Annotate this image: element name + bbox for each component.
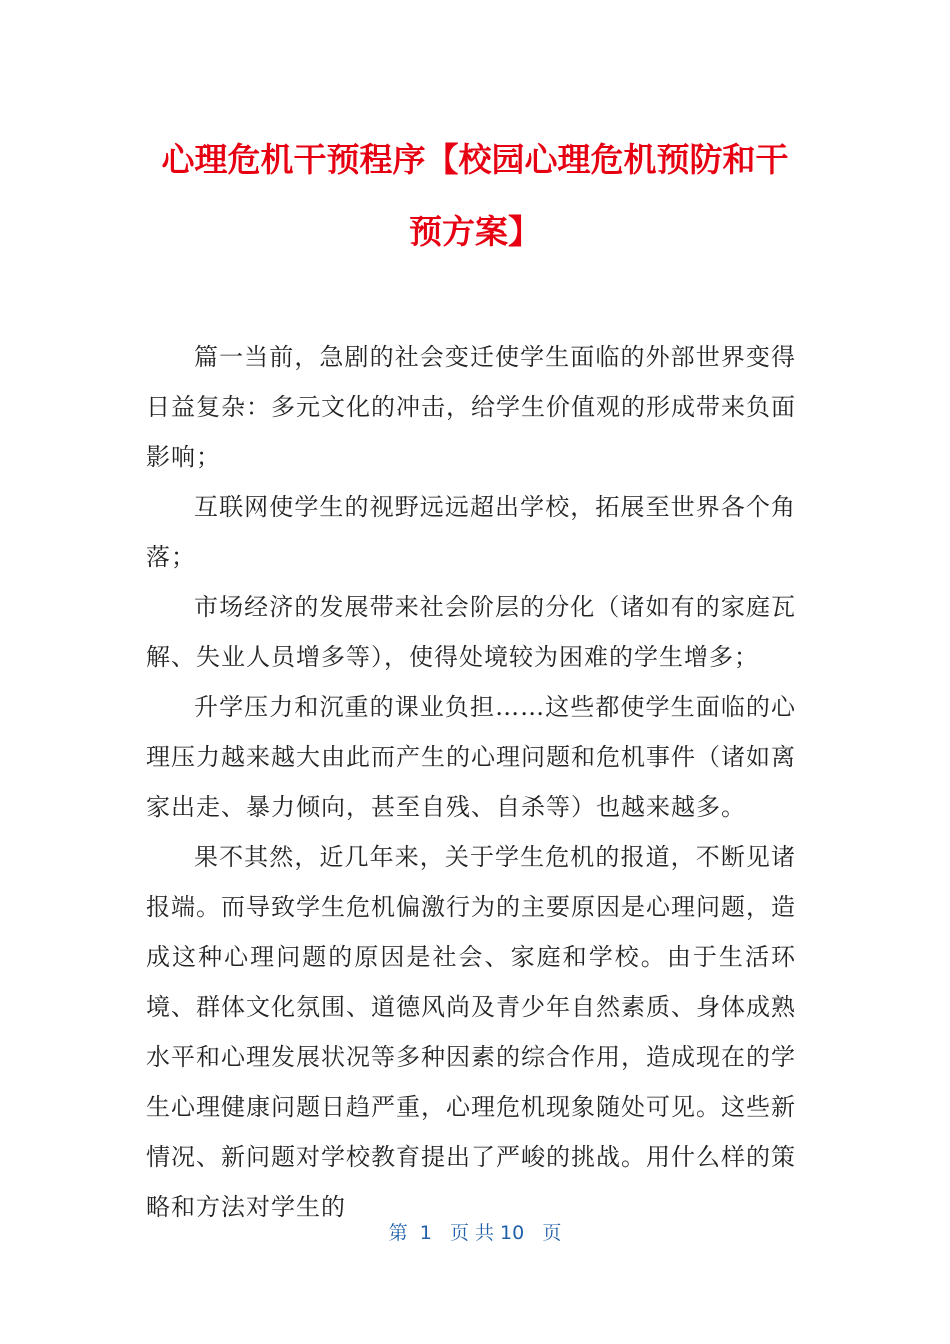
document-body bbox=[146, 332, 796, 1232]
paragraph-1: 篇一当前，急剧的社会变迁使学生面临的外部世界变得日益复杂：多元文化的冲击，给学生价值观的形成带来负面影响； bbox=[146, 343, 796, 471]
paragraph-4: 升学压力和沉重的课业负担……这些都使学生面临的心理压力越来越大由此而产生的心理问题和危机事件（诸如离家出走、暴力倾向，甚至自残、自杀等）也越来越多。 bbox=[146, 693, 796, 821]
page-number-footer: 第 1 页 共 10 页 bbox=[388, 1222, 562, 1244]
document-title-line-1: 心理危机干预程序【校园心理危机预防和干 bbox=[161, 140, 789, 179]
document-title-line-2: 预方案】 bbox=[409, 212, 541, 251]
paragraph-2: 互联网使学生的视野远远超出学校，拓展至世界各个角落； bbox=[146, 493, 796, 571]
paragraph-3: 市场经济的发展带来社会阶层的分化（诸如有的家庭瓦解、失业人员增多等），使得处境较为困难的学生增多； bbox=[146, 593, 796, 671]
paragraph-5: 果不其然，近几年来，关于学生危机的报道，不断见诸报端。而导致学生危机偏激行为的主要原因是心理问题，造成这种心理问题的原因是社会、家庭和学校。由于生活环境、群体文化氛围、道德风尚及青少年自然素质、身体成熟水平和心理发展状况等多种因素的综合作用，造成现在的学生心理健康问题日趋严重，心理危机现象随处可见。这些新情况、新问题对学校教育提出了严峻的挑战。用什么样的策略和方法对学生的 bbox=[146, 843, 796, 1221]
